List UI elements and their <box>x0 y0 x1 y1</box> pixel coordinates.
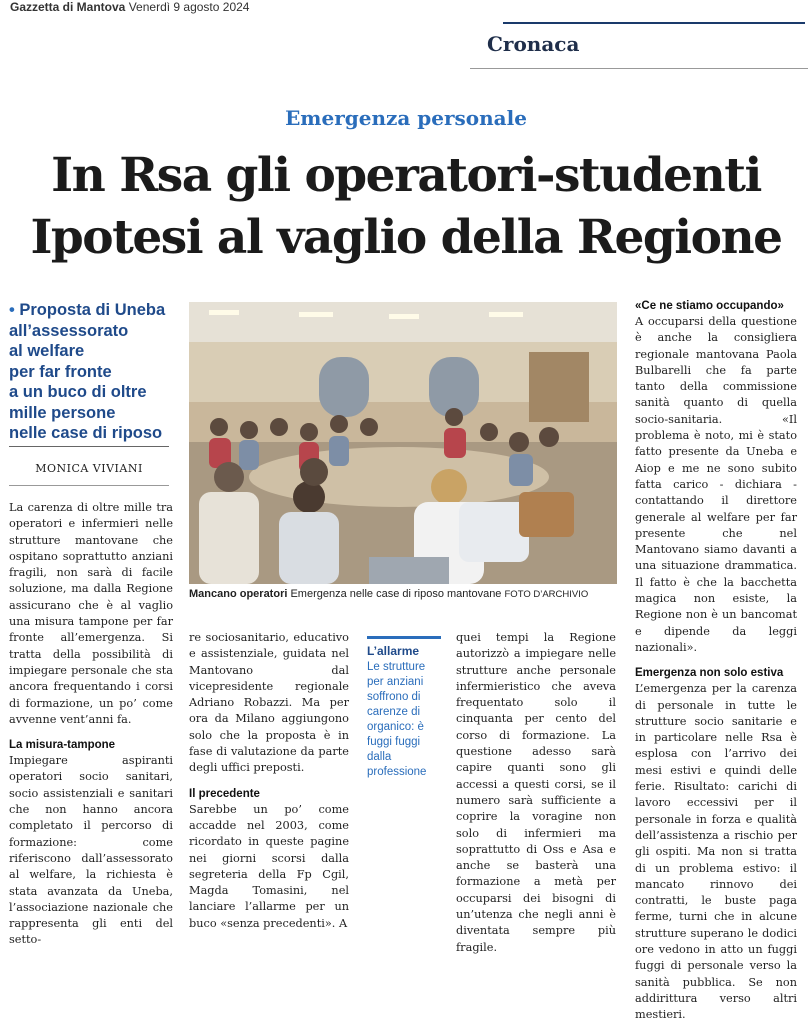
summary-line: mille persone <box>9 403 116 422</box>
masthead <box>10 0 249 14</box>
newspaper-name: Gazzetta di Mantova <box>10 0 126 14</box>
article-intro: La carenza di oltre mille tra operatori e infermieri nelle strutture mantovane che ospitano soprattutto anziani fragili, non sarà di facile soluzione, ma dalla Regione assicurano che è al vaglio una misura tampone per far fronte all’emergenza. Si tratta della possibilità di impiegare personale che sta ancora frequentando i corsi di formazione, un po’ come avvenne vent’anni fa. <box>9 501 173 726</box>
nursing-home-photo <box>189 302 617 584</box>
article-column-2 <box>189 630 349 932</box>
subhead-misura-tampone: La misura-tampone <box>9 739 116 752</box>
summary-line: nelle case di riposo <box>9 424 163 442</box>
article-paragraph: re sociosanitario, educativo e assistenziale, guidata nel Mantovano dal vicepresidente regionale Adriano Robazzi. Ma per ora da Milano aggiungono solo che la proposta è in fase di valutazione da parte degli uffici preposti. <box>189 631 349 775</box>
byline-rule <box>9 446 169 447</box>
byline: MONICA VIVIANI <box>35 462 143 475</box>
summary <box>9 300 174 444</box>
summary-bullet: • <box>9 301 15 319</box>
article-column-1 <box>9 500 173 949</box>
callout-text: Le strutture per anziani soffrono di carenze di organico: è fuggi fuggi dalla professione <box>367 661 427 778</box>
summary-line: per far fronte <box>9 362 112 381</box>
callout-bar <box>367 636 441 639</box>
section-divider <box>470 68 808 69</box>
photo-illustration <box>189 302 617 584</box>
kicker: Emergenza personale <box>285 106 527 130</box>
article-paragraph: A occuparsi della questione è anche la consigliera regionale mantovana Paola Bulbarelli che fa parte tanto della commissione sanità quanto di quella socio-sanitaria. «Il problema è noto, mi è stato fatto presente da Uneba e Aiop e me ne sono subito fatta carico - dichiara - contattando il direttore generale al welfare per far presente che nel Mantovano siamo davanti a una situazione drammatica. Il fatto è che la bacchetta magica non esiste, la Regione non è un bancomat e dipende da leggi nazionali». <box>635 315 797 654</box>
headline-line-2: Ipotesi al vaglio della Regione <box>30 210 782 265</box>
article-paragraph: L’emergenza per la carenza di personale in tutte le strutture socio sanitarie e in particolare nelle Rsa è esplosa con l’arrivo dei mesi estivi e quindi delle ferie. Risultato: carichi di lavoro eccessivi per il personale in forza e qualità dell’assistenza a rischio per gli ospiti. Ma non si tratta di un problema estivo: il mancato rinnovo dei contratti, le buste paga ferme, turni che in alcune strutture superano le dodici ore vedono in atto un fuggi fuggi di personale verso la sanità pubblica. Se non addirittura verso altri mestieri. <box>635 682 797 1022</box>
article-column-3 <box>456 630 616 956</box>
caption-text: Emergenza nelle case di riposo mantovane <box>290 588 502 600</box>
photo-credit: FOTO D’ARCHIVIO <box>504 589 589 600</box>
byline-rule-bottom <box>9 485 169 486</box>
section-top-rule <box>503 22 805 24</box>
issue-date: Venerdì 9 agosto 2024 <box>128 0 250 14</box>
subhead-ce-ne-stiamo-occupando: «Ce ne stiamo occupando» <box>635 300 784 312</box>
article-paragraph: Impiegare aspiranti operatori socio sanitari, socio assistenziali e sanitari che non hanno ancora completato il percorso di formazione: come riferiscono dall’assessorato al welfare, la richiesta è stata avanzata da Uneba, l’associazione nazionale che rappresenta gli enti del setto- <box>9 754 173 947</box>
headline-line-1: In Rsa gli operatori-studenti <box>51 148 761 203</box>
caption-title: Mancano operatori <box>189 588 288 600</box>
subhead-precedente: Il precedente <box>189 787 260 800</box>
section-title: Cronaca <box>487 32 580 56</box>
article-paragraph: Sarebbe un po’ come accadde nel 2003, come ricordato in queste pagine nei giorni scorsi dalla segreteria della Fp Cgil, Magda Tomasini, nel lanciare l’allarme per un buco «senza precedenti». A <box>189 802 349 930</box>
summary-line: all’assessorato <box>9 321 129 340</box>
subhead-emergenza-non-solo-estiva: Emergenza non solo estiva <box>635 667 784 680</box>
callout-title: L’allarme <box>367 644 420 658</box>
article-column-4 <box>635 298 797 1023</box>
photo-caption <box>189 588 629 600</box>
article-paragraph: quei tempi la Regione autorizzò a impiegare nelle strutture anche personale infermieristico che aveva frequentato solo il cinquanta per cento del corso di formazione. La questione adesso sarà capire quanti sono gli accessi a questi corsi, se il numero sarà sufficiente a coprire la voragine non solo di infermieri ma soprattutto di Oss e Asa e anche se basterà una formazione a metà per occuparsi dei bisogni di un’utenza che negli anni è diventata sempre più fragile. <box>456 631 616 954</box>
summary-line: al welfare <box>9 342 85 360</box>
summary-line: Proposta di Uneba <box>19 301 166 319</box>
callout-box <box>367 636 441 780</box>
headline <box>0 145 812 269</box>
summary-line: a un buco di oltre <box>9 383 147 401</box>
